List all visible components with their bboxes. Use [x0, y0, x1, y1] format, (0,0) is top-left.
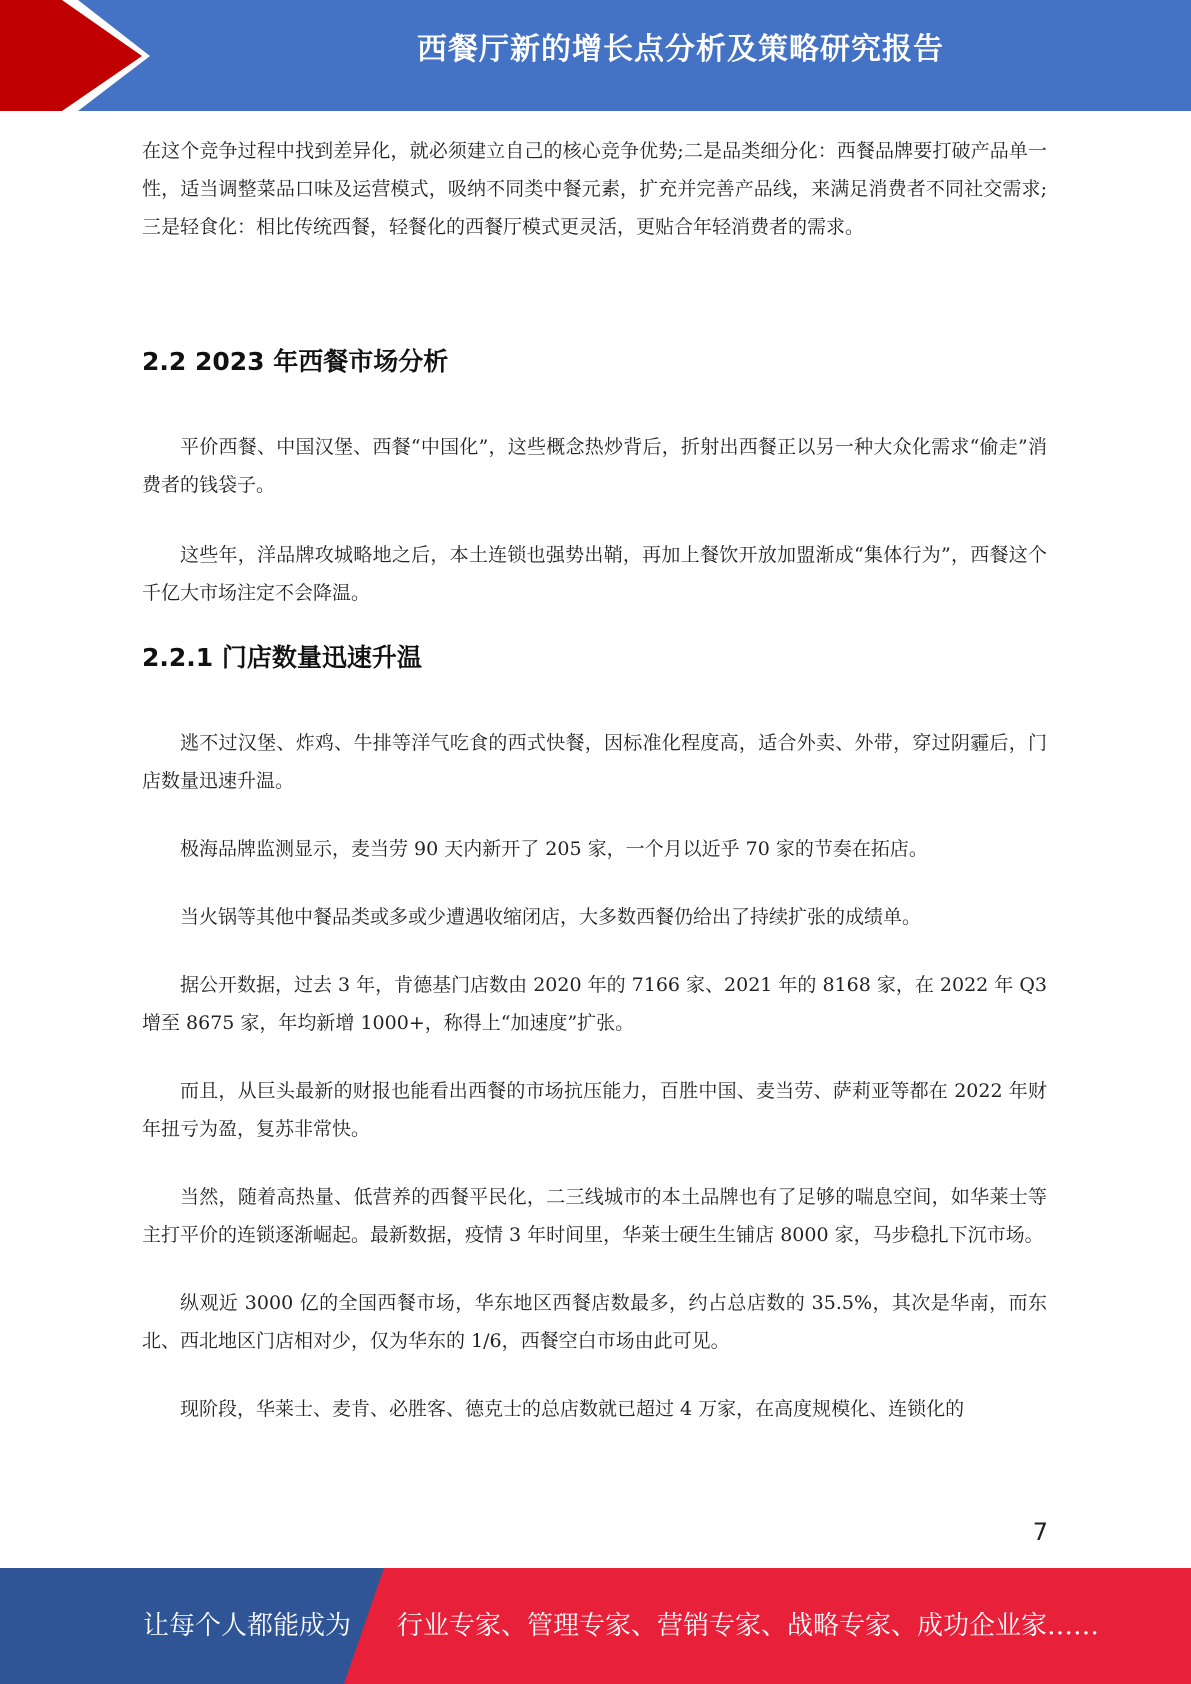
- page-footer: [0, 1568, 1191, 1684]
- section-heading-2-2: 2.2 2023 年西餐市场分析: [142, 347, 449, 376]
- intro-paragraph: 在这个竞争过程中找到差异化，就必须建立自己的核心竞争优势;二是品类细分化：西餐品牌要打破产品单一性，适当调整菜品口味及运营模式，吸纳不同类中餐元素，扩充并完善产品线，来满足消费者不同社交需求;三是轻食化：相比传统西餐，轻餐化的西餐厅模式更灵活，更贴合年轻消费者的需求。: [142, 140, 1047, 238]
- paragraph: 这些年，洋品牌攻城略地之后，本土连锁也强势出鞘，再加上餐饮开放加盟渐成“集体行为”，西餐这个千亿大市场注定不会降温。: [142, 544, 1047, 604]
- header-title: 西餐厅新的增长点分析及策略研究报告: [417, 32, 944, 67]
- page-header: [0, 0, 1191, 111]
- paragraph: 平价西餐、中国汉堡、西餐“中国化”，这些概念热炒背后，折射出西餐正以另一种大众化需求“偷走”消费者的钱袋子。: [142, 436, 1047, 496]
- footer-slogan-right: 行业专家、管理专家、营销专家、战略专家、成功企业家……: [397, 1611, 1100, 1641]
- paragraph: 据公开数据，过去 3 年，肯德基门店数由 2020 年的 7166 家、2021 年的 8168 家，在 2022 年 Q3 增至 8675 家，年均新增 1000+，称得上“加速度”扩张。: [142, 974, 1047, 1034]
- paragraph: 而且，从巨头最新的财报也能看出西餐的市场抗压能力，百胜中国、麦当劳、萨莉亚等都在 2022 年财年扭亏为盈，复苏非常快。: [142, 1080, 1047, 1140]
- header-chevron-icon: [0, 0, 160, 111]
- paragraph: 极海品牌监测显示，麦当劳 90 天内新开了 205 家，一个月以近乎 70 家的节奏在拓店。: [180, 838, 928, 860]
- footer-slogan-left: 让每个人都能成为: [143, 1611, 352, 1641]
- paragraph: 当然，随着高热量、低营养的西餐平民化，二三线城市的本土品牌也有了足够的喘息空间，如华莱士等主打平价的连锁逐渐崛起。最新数据，疫情 3 年时间里，华莱士硬生生铺店 8000 家，马步稳扎下沉市场。: [142, 1186, 1047, 1246]
- paragraph: 逃不过汉堡、炸鸡、牛排等洋气吃食的西式快餐，因标准化程度高，适合外卖、外带，穿过阴霾后，门店数量迅速升温。: [142, 732, 1047, 792]
- document-body: [142, 132, 1047, 1428]
- page-number: 7: [1032, 1518, 1048, 1546]
- section-heading-2-2-1: 2.2.1 门店数量迅速升温: [142, 643, 422, 672]
- paragraph: 纵观近 3000 亿的全国西餐市场，华东地区西餐店数最多，约占总店数的 35.5%，其次是华南，而东北、西北地区门店相对少，仅为华东的 1/6，西餐空白市场由此可见。: [142, 1292, 1047, 1352]
- paragraph: 当火锅等其他中餐品类或多或少遭遇收缩闭店，大多数西餐仍给出了持续扩张的成绩单。: [180, 906, 922, 928]
- paragraph: 现阶段，华莱士、麦肯、必胜客、德克士的总店数就已超过 4 万家，在高度规模化、连锁化的: [180, 1398, 965, 1420]
